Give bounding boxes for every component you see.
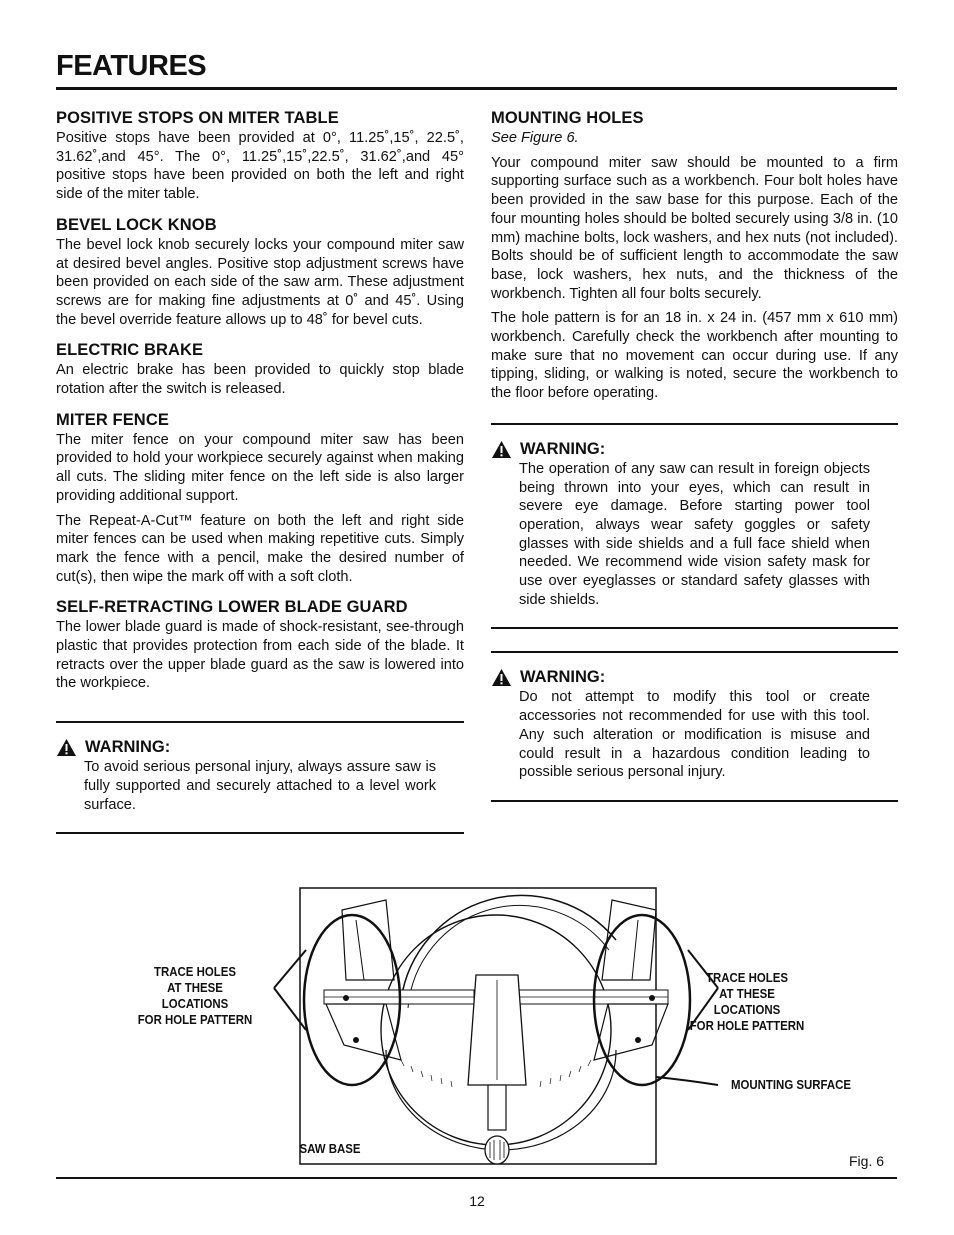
warning-box [491, 423, 898, 630]
warning-body: Do not attempt to modify this tool or create accessories not recommended for use with this tool. Any such alteration or modification is misuse and could result in a hazardous condition leading to possible serious personal injury. [519, 689, 870, 781]
callout-trace-holes-left [134, 964, 255, 1028]
section-miter-fence [56, 410, 464, 587]
warning-triangle-icon [491, 668, 512, 687]
figure-caption: Fig. 6 [849, 1153, 885, 1169]
warning-box [56, 721, 464, 834]
warning-heading [56, 737, 464, 758]
section-body: The bevel lock knob securely locks your compound miter saw at desired bevel angles. Positive stop adjustment screws have been provided on each side of the saw arm. These adjustment screws are for making fine adjustments at 0˚ and 45˚. Using the bevel override feature allows up to 48˚ for bevel cuts. [56, 236, 464, 328]
section-heading: SELF-RETRACTING LOWER BLADE GUARD [56, 598, 408, 617]
warning-label: WARNING: [85, 738, 171, 757]
section-heading: MOUNTING HOLES [491, 109, 644, 127]
title-rule [56, 87, 897, 90]
section-bevel-lock [56, 215, 464, 330]
callout-line: AT THESE LOCATIONS [161, 980, 229, 1011]
figure-6 [56, 880, 897, 1176]
callout-line: TRACE HOLES [153, 964, 236, 979]
page-number: 12 [469, 1193, 485, 1209]
figure-rule [56, 1177, 897, 1179]
callout-line: AT THESE LOCATIONS [713, 986, 781, 1017]
section-body: The Repeat-A-Cut™ feature on both the left and right side miter fences can be used when making repetitive cuts. Simply mark the fence with a pencil, make the desired number of cut(s), then wipe the mark off with a soft cloth. [56, 512, 464, 585]
warning-triangle-icon [56, 738, 77, 757]
section-heading: POSITIVE STOPS ON MITER TABLE [56, 109, 339, 127]
section-body: Positive stops have been provided at 0°, 11.25˚,15˚, 22.5˚, 31.62˚,and 45°. The 0°, 11.25˚,15˚,22.5˚, 31.62˚,and 45° positive stops have been provided on both the left and right side of the miter table. [56, 130, 464, 203]
figure-reference: See Figure 6. [491, 130, 579, 146]
callout-line: FOR HOLE PATTERN [689, 1018, 805, 1033]
callout-line: TRACE HOLES [705, 970, 788, 985]
warning-box [491, 651, 898, 802]
page-title: FEATURES [56, 50, 207, 82]
section-mounting-holes [491, 108, 898, 403]
section-body: The lower blade guard is made of shock-resistant, see-through plastic that provides protection from each side of the blade. It retracts over the upper blade guard as the saw is lowered into the workpiece. [56, 619, 464, 692]
section-heading: BEVEL LOCK KNOB [56, 215, 217, 234]
section-body: Your compound miter saw should be mounted to a firm supporting surface such as a workbench. Four bolt holes have been provided in the saw base for this purpose. Each of the four mounting holes should be bolted securely using 3/8 in. (10 mm) machine bolts, lock washers, and hex nuts (not included). Bolts should be of sufficient length to accommodate the saw base, lock washers, hex nuts, and the thickness of the workbench. Tighten all four bolts securely. [491, 154, 898, 302]
warning-body: To avoid serious personal injury, always assure saw is fully supported and securely attached to a level work surface. [84, 759, 436, 813]
section-body: The hole pattern is for an 18 in. x 24 in. (457 mm x 610 mm) workbench. Carefully check the workbench after mounting to make sure that no movement can occur during use. If any tipping, sliding, or walking is noted, secure the workbench to the floor before operating. [491, 310, 898, 402]
warning-heading [491, 667, 898, 688]
section-body: An electric brake has been provided to quickly stop blade rotation after the switch is released. [56, 362, 464, 398]
warning-label: WARNING: [520, 439, 606, 458]
section-electric-brake [56, 340, 464, 398]
callout-trace-holes-right [686, 970, 807, 1034]
section-body: The miter fence on your compound miter saw has been provided to hold your workpiece securely against when making all cuts. The sliding miter fence on the left side is also larger providing additional support. [56, 431, 464, 504]
callout-mounting-surface: MOUNTING SURFACE [730, 1077, 852, 1092]
section-heading: MITER FENCE [56, 410, 169, 429]
left-column [56, 108, 464, 834]
section-positive-stops [56, 108, 464, 204]
section-blade-guard [56, 597, 464, 693]
warning-label: WARNING: [520, 668, 606, 687]
warning-heading [491, 439, 898, 460]
section-heading: ELECTRIC BRAKE [56, 341, 204, 360]
right-column [491, 108, 898, 802]
warning-body: The operation of any saw can result in foreign objects being thrown into your eyes, which can result in severe eye damage. Before starting power tool operation, always wear safety goggles or safety glasses with side shields and a full face shield when needed. We recommend wide vision safety mask for use over eyeglasses or standard safety glasses with side shields. [519, 460, 870, 608]
callout-line: FOR HOLE PATTERN [137, 1012, 253, 1027]
warning-triangle-icon [491, 440, 512, 459]
callout-saw-base: SAW BASE [299, 1141, 361, 1156]
